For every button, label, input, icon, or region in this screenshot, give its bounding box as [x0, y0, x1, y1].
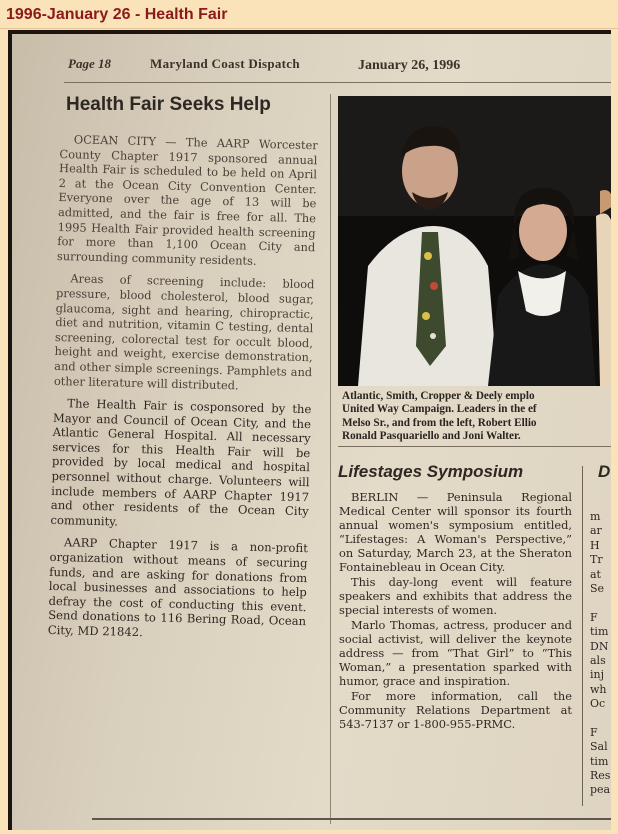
masthead-paper-name: Maryland Coast Dispatch: [150, 56, 300, 71]
fragment-line: als: [590, 653, 606, 667]
article2-headline: Lifestages Symposium: [338, 462, 524, 481]
fragment-line: Se: [590, 581, 605, 595]
fragment-line: Res: [590, 769, 611, 783]
fragment-line: at: [590, 567, 601, 581]
page-header: [0, 0, 618, 29]
article-paragraph: OCEAN CITY — The AARP Worcester County Chapter 1917 sponsored annual Health Fair is scheduled to be held on April 2 at the Ocean City Convention Center. Everyone over the age of 13 will be admitted, and the fair is free for all. The 1995 Health Fair provided health screening for more than 1,100 Ocean City and surrounding community residents.: [56, 132, 318, 268]
fragment-line: DN: [590, 639, 609, 653]
fragment-line: F: [590, 725, 598, 739]
caption-line: Ronald Pasquariello and Joni Walter.: [342, 430, 521, 443]
fragment-line: wh: [590, 682, 607, 696]
article-paragraph: AARP Chapter 1917 is a non-profit organization without means of securing funds, and are asking for donations from local businesses and associations to help defray the cost of conducting this event. Send donations to 116 Bering Road, Ocean City, MD 21842.: [47, 535, 309, 640]
fragment-line: [590, 596, 611, 610]
caption-rule: [338, 446, 611, 447]
fragment-line: Tr: [590, 553, 603, 567]
caption-line: Melso Sr., and from the left, Robert Ellio: [342, 416, 537, 429]
article2-body: [339, 490, 572, 732]
article2-paragraph: This day-long event will feature speakers and exhibits that address the special interests of women.: [339, 575, 572, 617]
column-divider: [330, 94, 331, 824]
page-title: 1996-January 26 - Health Fair: [6, 6, 228, 23]
caption-line: United Way Campaign. Leaders in the ef: [342, 403, 537, 416]
article-paragraph: The Health Fair is cosponsored by the Mayor and Council of Ocean City, and the Atlantic General Hospital. All necessary services for this Health Fair will be provided by local medical and hospital personnel without charge. Volunteers will include members of AARP Chapter 1917 and other residents of the Ocean City community.: [50, 396, 312, 529]
article3-fragment-body: [590, 510, 611, 798]
fragment-line: F: [590, 610, 598, 624]
masthead-date: January 26, 1996: [358, 58, 461, 73]
fragment-line: tim: [590, 625, 609, 639]
newspaper-photo: [8, 30, 611, 830]
article3-headline-fragment: D: [598, 462, 611, 481]
article2-paragraph: BERLIN — Peninsula Regional Medical Center will sponsor its fourth annual women's symposium entitled, “Lifestages: A Woman's Perspective,” on Saturday, March 23, at the Sheraton Fontainebleau in Ocean City.: [339, 490, 572, 574]
article2-paragraph: Marlo Thomas, actress, producer and social activist, will deliver the keynote address — from “That Girl” to “This Woman,” a presentation sparked with humor, grace and inspiration.: [339, 618, 572, 688]
masthead-page-number: Page 18: [68, 56, 111, 71]
fragment-line: Sal: [590, 740, 608, 754]
masthead-rule: [64, 82, 611, 83]
newspaper-page: [12, 34, 611, 830]
fragment-line: pea: [590, 783, 611, 797]
fragment-line: tim: [590, 754, 609, 768]
fragment-line: inj: [590, 668, 605, 682]
article-body: [47, 132, 317, 652]
caption-line: Atlantic, Smith, Cropper & Deely emplo: [342, 390, 535, 402]
fragment-line: Oc: [590, 697, 606, 711]
fragment-line: m: [590, 510, 601, 523]
fragment-line: [590, 711, 611, 725]
article2-paragraph: For more information, call the Community Relations Department at 543-7137 or 1-800-955-PRMC.: [339, 689, 572, 731]
column-divider: [582, 466, 583, 806]
article-paragraph: Areas of screening include: blood pressure, blood cholesterol, blood sugar, glaucoma, sight and hearing, chiropractic, diet and nutrition, vitamin C testing, dental screening, colorectal test for occult blood, height and weight, exercise demonstration, and other simple screenings. Pamphlets and other literature will distributed.: [53, 271, 315, 392]
fragment-line: H: [590, 538, 600, 552]
fragment-line: ar: [590, 524, 602, 538]
news-photo: [338, 96, 611, 386]
people-photo-illustration: [338, 96, 611, 386]
article-headline: Health Fair Seeks Help: [66, 94, 271, 115]
photo-caption: [342, 390, 611, 444]
bottom-rule: [92, 818, 611, 820]
